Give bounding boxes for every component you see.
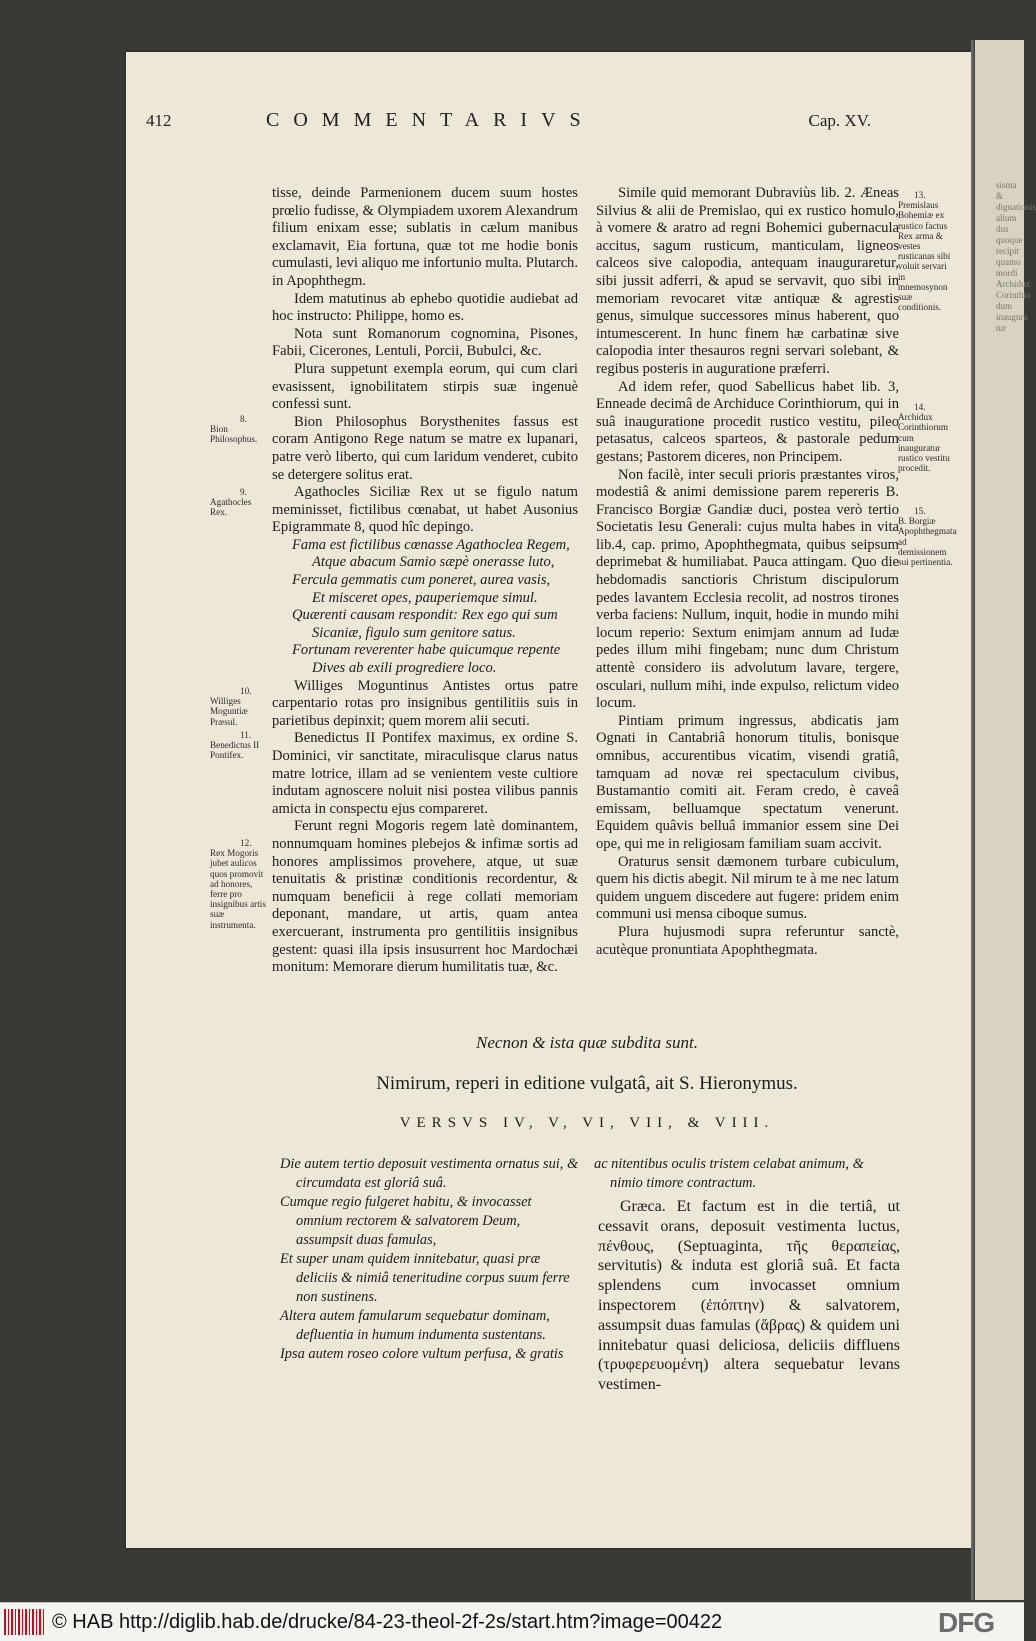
margin-note-text: B. Borgiæ Apophthegmata ad demissionem sui pertinentia. [898,516,957,568]
margin-note [898,506,957,568]
margin-note [898,190,954,312]
verse: ac nitentibus oculis tristem celabat animum, & nimio timore contractum. [594,1156,864,1191]
margin-note [210,730,268,761]
margin-note-number: 9. [240,487,247,497]
right-text-column [596,185,899,959]
margin-note-number: 15. [914,506,926,516]
poem-line: Atque abacum Samio sæpè onerasse luto, [312,554,555,571]
margin-note-number: 8. [240,414,247,424]
verse: Cumque regio fulgeret habitu, & invocasset omnium rectorem & salvatorem Deum, assumpsit duas famulas, [280,1194,532,1248]
poem-line: Et misceret opes, pauperiemque simul. [312,589,538,606]
greek-text-paragraph [598,1197,900,1395]
poem-line: Fortunam reverenter habe quicumque repente [292,642,561,659]
margin-note-number: 14. [914,402,926,412]
poem-line: Fama est fictilibus cœnasse Agathoclea Regem, [292,536,570,553]
paragraph: Græca. Et factum est in die tertiâ, ut cessavit orans, deposuit vestimenta luctus, πένθους, (Septuaginta, τῆς θεραπείας, servitutis) & induta est gloriâ suâ. Et facta splendens cum invocasset omnium inspectorem (ἐπόπτην) & salvatorem, assumpsit duas famulas (ἅβρας) & quidem uni innitebatur quasi deliciosa, deliciis diffluens (τρυφερευομένη) altera sequebatur levans vestimen- [598,1198,900,1394]
margin-note-text: Williges Moguntiæ Præsul. [210,696,248,727]
chapter-label: Cap. XV. [808,111,871,130]
margin-note-number: 11. [240,730,252,740]
verse: Altera autem famularum sequebatur dominam, defluentia in humum indumenta sustentans. [280,1308,550,1343]
paragraph: Simile quid memorant Dubraviùs lib. 2. Æneas Silvius & alii de Premislao, qui ex rustico homulo, à vomere & aratro ad regni Bohemici gubernacula accitus, sagum rusticum, manticulam, ligneos calceos sive calopodia, antequam inauguraretur, sibi jussit adferri, & apud se servavit, quo sibi in memoriam revocaret vitæ antiquæ & agrestis genus, simulque successores minus haberent, quo intumescerent. In hunc finem hæ carbatinæ sive calopodia inter thesauros regni servari solebant, & regibus posteris in auguratione præferri. [596,185,899,377]
margin-note-text: Rex Mogoris jubet aulicos quos promovit ad honores, ferre pro insignibus artis suæ instrumenta. [210,848,266,930]
paragraph: Williges Moguntinus Antistes ortus patre carpentario rotas pro insignibus gentilitiis suis in parietibus depinxit; quem morem alii secuti. [272,677,578,729]
page-number: 412 [146,111,172,130]
margin-note-text: Archidux Corinthiorum cum inauguratur rustico vestitu procedit. [898,412,950,474]
margin-note-text: Benedictus II Pontifex. [210,740,260,761]
left-text-column [272,185,578,977]
margin-note-number: 12. [240,838,252,848]
copyright-link[interactable]: © HAB http://diglib.hab.de/drucke/84-23-theol-2f-2s/start.htm?image=00422 [52,1611,723,1633]
vulgate-verses-continued [594,1155,900,1193]
paragraph: Nota sunt Romanorum cognomina, Pisones, Fabii, Cicerones, Lentuli, Porcii, Bubulci, &c. [272,325,578,360]
verse: Et super unam quidem innitebatur, quasi præ deliciis & nimiâ teneritudine corpus suum ferre non sustinens. [280,1251,570,1305]
facing-page-text: sisma & dignationis alium dus quoque recipit quamo mordi Archidux Corinthio dum inaugura tur [996,180,1036,333]
margin-note [210,838,268,930]
margin-note-number: 10. [240,686,252,696]
poem-line: Quærenti causam respondit: Rex ego qui sum [292,607,558,624]
viewer-footer [0,1602,1024,1641]
paragraph: Oraturus sensit dæmonem turbare cubiculum, quem his dictis abegit. Nil mirum te à me nec latum quidem unguem discedere aut fugere: pridem enim communi usi mensa ciboque sumus. [596,853,899,923]
dfg-logo: DFG [938,1607,995,1638]
paragraph: Ferunt regni Mogoris regem latè dominantem, nonnumquam homines plebejos & infimæ sortis ad honores amplissimos provehere, atque, ut suæ tenuitatis & pristinæ conditionis recordentur, & numquam beneficii à rege collati memoriam deponant, mandare, ut artis, quam antea exercuerant, instrumenta pro gentilitiis insignibus gestent: quasi illa ipsis insusurrent hoc Mardochæi monitum: Memorare dierum humilitatis tuæ, &c. [272,818,578,976]
margin-note [210,686,268,727]
paragraph: tisse, deinde Parmenionem ducem suum hostes prœlio fudisse, & Olympiadem uxorem Alexandrum filium enixam esse; sublatis in cælum manibus exclamavit, Eia fortuna, quæ tot me hodie bonis cumulasti, levi aliquo me infortunio multa. Plutarch. in Apophthegm. [272,185,579,289]
hab-barcode-icon [4,1609,44,1635]
paragraph: Benedictus II Pontifex maximus, ex ordine S. Dominici, vir sanctitate, miraculisque clarus natus matre lotrice, illam ad se venientem veste cultiore indutam agnoscere noluit nisi postea vilibus pannis amicta in conspectu ejus compareret. [272,730,578,817]
section-subheading: Nimirum, reperi in editione vulgatâ, ait S. Hieronymus. [376,1073,798,1094]
page-header [146,109,871,133]
margin-note-text: Agathocles Rex. [210,497,252,518]
paragraph: Bion Philosophus Borysthenites fassus est coram Antigono Rege natum se matre ex lupanari, patre verò liberto, qui cum laridum venderet, cubito se detergere solitus erat. [272,413,578,483]
margin-note-text: Premislaus Bohemiæ ex rustico factus Rex arma & vestes rusticanas sibi voluit servari in mnemosynon suæ conditionis. [898,200,951,313]
paragraph: Ad idem refer, quod Sabellicus habet lib. 3, Enneade decimâ de Archiduce Corinthiorum, qui in suâ inauguratione procedit rustico vestitu, pileo petasatus, calceos sparteos, & pastorale pedum gestans; Pastorem diceres, non Principem. [596,378,899,465]
verse: Die autem tertio deposuit vestimenta ornatus sui, & circumdata est gloriâ suâ. [280,1156,579,1191]
paragraph: Plura hujusmodi supra referuntur sanctè, acutèque pronuntiata Apophthegmata. [596,923,899,958]
vulgate-verses [280,1155,580,1364]
paragraph: Non facilè, inter seculi prioris præstantes viros, modestiâ & animi demissione parem repereris B. Francisco Borgiæ Gandiæ duci, postea verò tertio Societatis Iesu Generali: cujus multa habes in vita lib.4, cap. primo, Apophthegmata, quibus seipsum deprimebat & humiliabat. Pauca attingam. Quo die hebdomadis sanctioris Christum discipulorum pedes lavantem Ecclesia recolit, ad nostros tirones verba faciens: Nullum, inquit, hodie in mundo mihi locum reperio: Sextum enimjam annum ad Iudæ pedes illum mihi fingebam; nunc dum Christum attentè considero iis advolutum lavare, tergere, osculari, nullum mihi, inde expulso, relictum video locum. [596,466,899,712]
poem-line: Sicaniæ, figulo sum genitore satus. [312,624,516,641]
paragraph: Agathocles Siciliæ Rex ut se figulo natum meminisset, fictilibus cœnabat, ut habet Ausonius Epigrammate 8, quod hîc depingo. [272,484,578,536]
margin-note [898,402,954,473]
verse-range-heading: VERSVS IV, V, VI, VII, & VIII. [399,1115,775,1131]
margin-note-text: Bion Philosophus. [210,424,258,445]
paragraph: Pintiam primum ingressus, abdicatis jam Ognati in Cantabriâ honorum titulis, bonisque omnibus, accurentibus vicatim, visendi gratiâ, tamquam ad novæ rei spectaculum civibus, Bustamantio comiti ait. Feram credo, è caveâ emissam, belluamque spectatum venerunt. Equidem quâvis belluâ immanior essem sine Dei ope, qui me in religiosam familiam suam accivit. [596,712,899,852]
section-heading: Necnon & ista quæ subdita sunt. [476,1033,698,1052]
running-title: COMMENTARIVS [266,109,595,131]
margin-note-number: 13. [914,190,926,200]
margin-note [210,487,268,518]
paragraph: Plura suppetunt exempla eorum, qui cum clari evasissent, ignobilitatem stirpis suæ ingenuè confessi sunt. [272,360,578,413]
margin-note [210,414,268,445]
poem-line: Fercula gemmatis cum poneret, aurea vasis, [292,572,551,589]
paragraph: Idem matutinus ab ephebo quotidie audiebat ad hoc instructo: Philippe, homo es. [272,290,578,325]
verse: Ipsa autem roseo colore vultum perfusa, & gratis [280,1346,564,1362]
poem-line: Dives ab exili progrediere loco. [312,660,497,677]
